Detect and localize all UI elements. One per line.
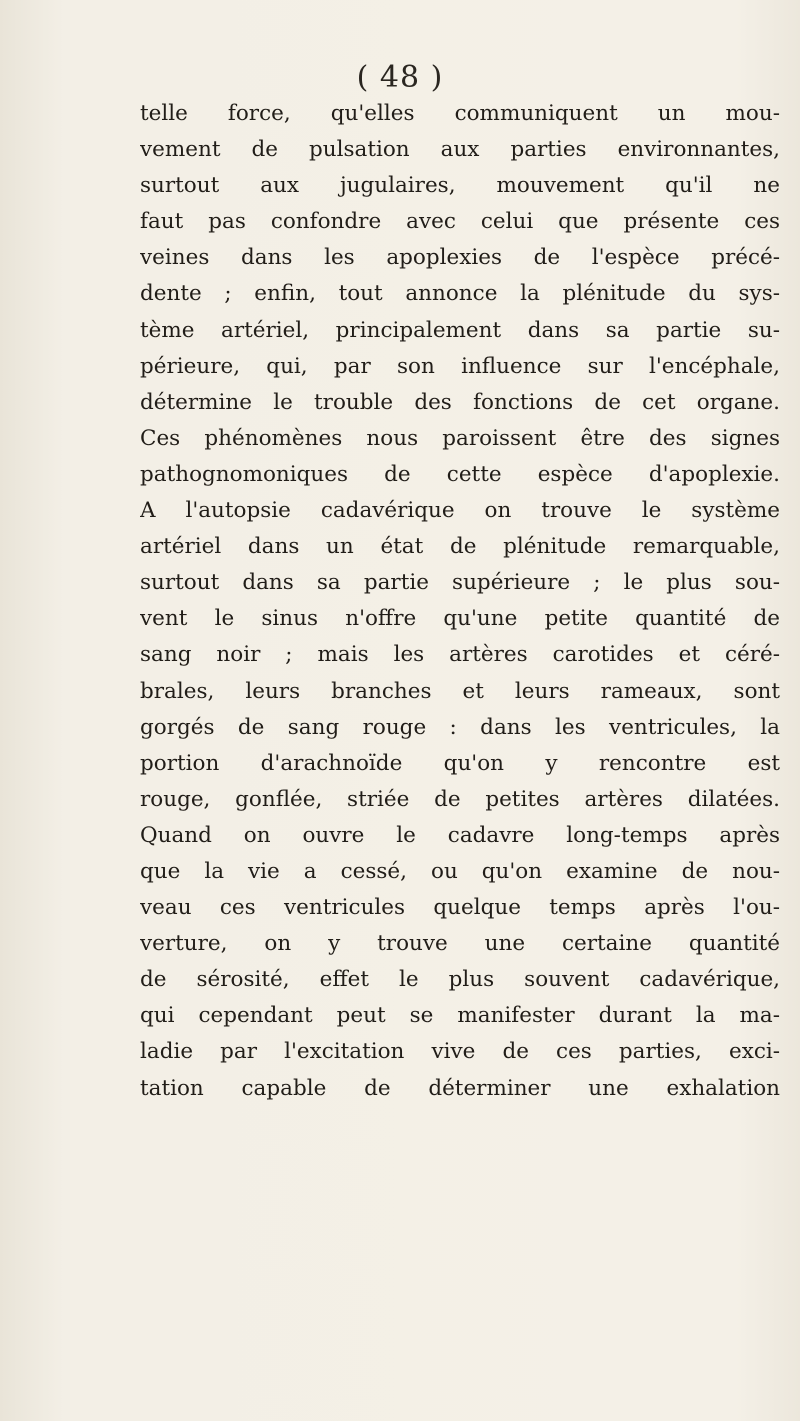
text-line: vent le sinus n'offre qu'une petite quantité de: [140, 606, 780, 632]
text-line: gorgés de sang rouge : dans les ventricules, la: [140, 714, 780, 740]
text-line: brales, leurs branches et leurs rameaux, sont: [140, 678, 780, 704]
text-line: surtout dans sa partie supérieure ; le plus sou-: [140, 570, 780, 596]
text-line: sang noir ; mais les artères carotides et céré-: [140, 642, 780, 668]
text-line: Ces phénomènes nous paroissent être des signes: [140, 425, 780, 451]
text-line: veau ces ventricules quelque temps après l'ou-: [140, 895, 780, 921]
text-line: ladie par l'excitation vive de ces parties, exci-: [140, 1039, 780, 1065]
body-text: [140, 96, 780, 1107]
text-line: qui cependant peut se manifester durant la ma-: [140, 1003, 780, 1029]
text-line: que la vie a cessé, ou qu'on examine de nou-: [140, 858, 780, 884]
text-line: rouge, gonflée, striée de petites artères dilatées.: [140, 786, 780, 812]
text-line: périeure, qui, par son influence sur l'encéphale,: [140, 353, 780, 379]
text-line: tation capable de déterminer une exhalation: [140, 1075, 780, 1101]
text-line: de sérosité, effet le plus souvent cadavérique,: [140, 967, 780, 993]
text-line: artériel dans un état de plénitude remarquable,: [140, 534, 780, 560]
text-line: faut pas confondre avec celui que présente ces: [140, 209, 780, 235]
text-line: tème artériel, principalement dans sa partie su-: [140, 317, 780, 343]
text-line: vement de pulsation aux parties environnantes,: [140, 137, 780, 163]
text-line: A l'autopsie cadavérique on trouve le système: [140, 498, 780, 524]
text-line: veines dans les apoplexies de l'espèce précé-: [140, 245, 780, 271]
page-number: ( 48 ): [356, 60, 444, 95]
text-line: dente ; enfin, tout annonce la plénitude du sys-: [140, 281, 780, 307]
text-line: pathognomoniques de cette espèce d'apoplexie.: [140, 461, 780, 487]
text-line: surtout aux jugulaires, mouvement qu'il ne: [140, 173, 780, 199]
text-line: Quand on ouvre le cadavre long-temps après: [140, 822, 780, 848]
text-line: détermine le trouble des fonctions de cet organe.: [140, 389, 780, 415]
text-line: verture, on y trouve une certaine quantité: [140, 931, 780, 957]
text-line: portion d'arachnoïde qu'on y rencontre est: [140, 750, 780, 776]
text-line: telle force, qu'elles communiquent un mou-: [140, 101, 780, 126]
